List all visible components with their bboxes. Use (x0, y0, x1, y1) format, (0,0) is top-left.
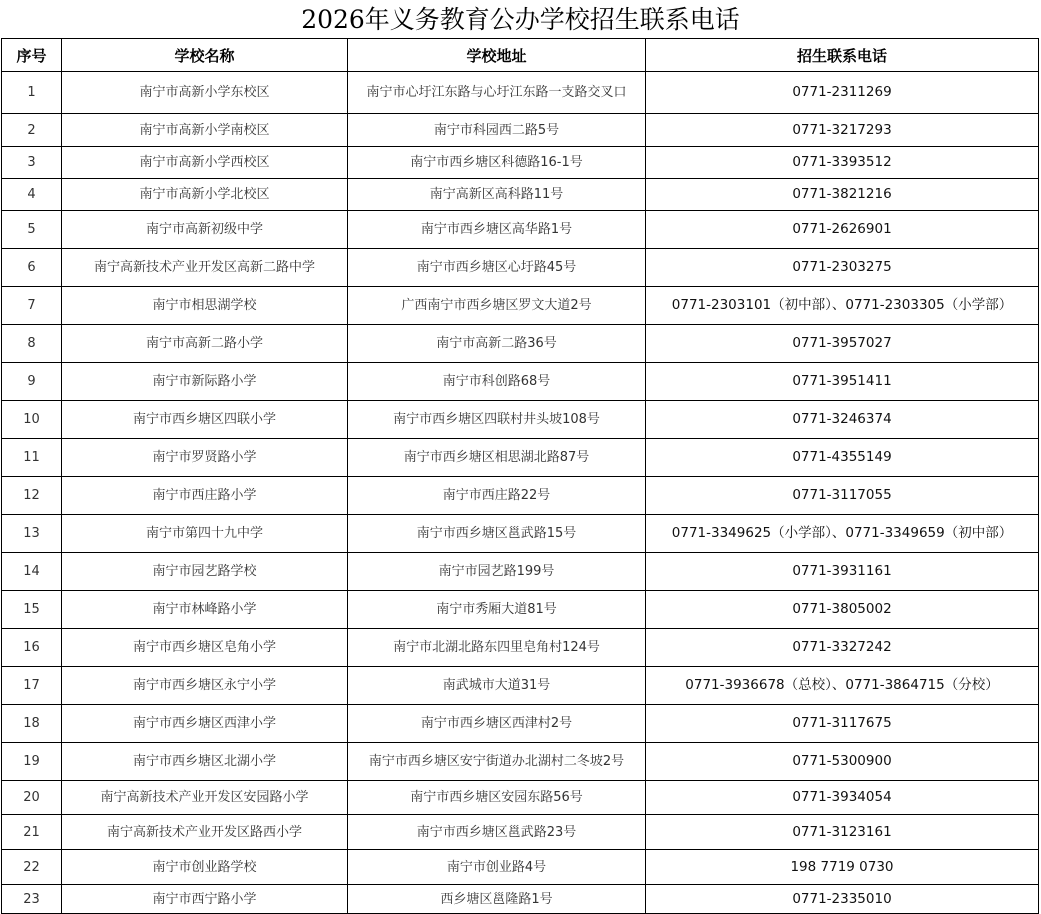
table-row (2, 885, 1039, 914)
table-header-row (2, 39, 1039, 72)
table-row (2, 287, 1039, 325)
cell-school-name: 南宁市西乡塘区皂角小学 (62, 629, 348, 667)
contact-table (1, 38, 1039, 914)
cell-school-name: 南宁市第四十九中学 (62, 515, 348, 553)
cell-no: 10 (2, 401, 62, 439)
table-row (2, 211, 1039, 249)
table-row (2, 477, 1039, 515)
cell-school-address: 南武城市大道31号 (348, 667, 646, 705)
cell-phone: 0771-3117675 (646, 705, 1039, 743)
cell-phone: 0771-5300900 (646, 743, 1039, 781)
cell-no: 5 (2, 211, 62, 249)
cell-school-name: 南宁市相思湖学校 (62, 287, 348, 325)
cell-school-address: 南宁市西乡塘区安宁街道办北湖村二冬坡2号 (348, 743, 646, 781)
cell-phone: 0771-3117055 (646, 477, 1039, 515)
cell-school-name: 南宁市西宁路小学 (62, 885, 348, 914)
cell-school-address: 南宁市秀厢大道81号 (348, 591, 646, 629)
page-title: 2026年义务教育公办学校招生联系电话 (301, 5, 740, 34)
cell-school-address: 南宁市北湖北路东四里皂角村124号 (348, 629, 646, 667)
cell-school-address: 南宁市西乡塘区安园东路56号 (348, 781, 646, 815)
cell-no: 9 (2, 363, 62, 401)
cell-school-address: 南宁市创业路4号 (348, 850, 646, 885)
cell-no: 18 (2, 705, 62, 743)
cell-phone: 0771-3393512 (646, 147, 1039, 179)
cell-school-name: 南宁市园艺路学校 (62, 553, 348, 591)
cell-phone: 0771-3327242 (646, 629, 1039, 667)
cell-phone: 0771-4355149 (646, 439, 1039, 477)
cell-phone: 0771-3821216 (646, 179, 1039, 211)
cell-school-address: 南宁市西乡塘区心圩路45号 (348, 249, 646, 287)
table-row (2, 815, 1039, 850)
cell-no: 14 (2, 553, 62, 591)
cell-no: 19 (2, 743, 62, 781)
cell-school-address: 南宁市西庄路22号 (348, 477, 646, 515)
table-row (2, 743, 1039, 781)
cell-phone: 0771-3957027 (646, 325, 1039, 363)
cell-no: 4 (2, 179, 62, 211)
cell-school-name: 南宁高新技术产业开发区路西小学 (62, 815, 348, 850)
cell-no: 17 (2, 667, 62, 705)
cell-phone: 0771-2303101（初中部）、0771-2303305（小学部） (646, 287, 1039, 325)
cell-school-address: 广西南宁市西乡塘区罗文大道2号 (348, 287, 646, 325)
cell-no: 15 (2, 591, 62, 629)
cell-school-name: 南宁市西乡塘区北湖小学 (62, 743, 348, 781)
cell-school-name: 南宁市西庄路小学 (62, 477, 348, 515)
cell-no: 12 (2, 477, 62, 515)
cell-no: 7 (2, 287, 62, 325)
cell-phone: 0771-3951411 (646, 363, 1039, 401)
cell-school-address: 南宁市心圩江东路与心圩江东路一支路交叉口 (348, 72, 646, 114)
cell-school-name: 南宁市创业路学校 (62, 850, 348, 885)
table-row (2, 249, 1039, 287)
cell-school-name: 南宁市高新初级中学 (62, 211, 348, 249)
cell-school-name: 南宁市高新小学西校区 (62, 147, 348, 179)
cell-no: 1 (2, 72, 62, 114)
cell-school-address: 南宁市西乡塘区邕武路23号 (348, 815, 646, 850)
table-row (2, 591, 1039, 629)
table-row (2, 781, 1039, 815)
cell-school-address: 南宁市西乡塘区相思湖北路87号 (348, 439, 646, 477)
cell-school-address: 南宁市西乡塘区四联村井头坡108号 (348, 401, 646, 439)
table-row (2, 114, 1039, 147)
cell-school-name: 南宁市罗贤路小学 (62, 439, 348, 477)
cell-phone: 0771-3349625（小学部）、0771-3349659（初中部） (646, 515, 1039, 553)
table-row (2, 179, 1039, 211)
cell-school-address: 南宁市科园西二路5号 (348, 114, 646, 147)
cell-school-name: 南宁高新技术产业开发区高新二路中学 (62, 249, 348, 287)
cell-phone: 0771-3217293 (646, 114, 1039, 147)
cell-no: 16 (2, 629, 62, 667)
cell-school-name: 南宁市高新小学东校区 (62, 72, 348, 114)
cell-no: 13 (2, 515, 62, 553)
header-school-address: 学校地址 (348, 39, 646, 72)
cell-school-address: 南宁市西乡塘区高华路1号 (348, 211, 646, 249)
cell-no: 2 (2, 114, 62, 147)
cell-school-address: 南宁市西乡塘区科德路16-1号 (348, 147, 646, 179)
cell-phone: 0771-3936678（总校）、0771-3864715（分校） (646, 667, 1039, 705)
cell-school-name: 南宁市高新二路小学 (62, 325, 348, 363)
cell-school-name: 南宁市林峰路小学 (62, 591, 348, 629)
table-row (2, 629, 1039, 667)
table-row (2, 401, 1039, 439)
table-row (2, 850, 1039, 885)
cell-phone: 0771-2335010 (646, 885, 1039, 914)
cell-phone: 0771-2311269 (646, 72, 1039, 114)
cell-school-address: 南宁市高新二路36号 (348, 325, 646, 363)
cell-school-name: 南宁市西乡塘区四联小学 (62, 401, 348, 439)
cell-phone: 0771-2303275 (646, 249, 1039, 287)
cell-no: 11 (2, 439, 62, 477)
cell-school-name: 南宁市西乡塘区西津小学 (62, 705, 348, 743)
cell-school-name: 南宁市西乡塘区永宁小学 (62, 667, 348, 705)
cell-phone: 0771-2626901 (646, 211, 1039, 249)
cell-no: 6 (2, 249, 62, 287)
table-row (2, 439, 1039, 477)
cell-school-address: 南宁市西乡塘区邕武路15号 (348, 515, 646, 553)
cell-phone: 198 7719 0730 (646, 850, 1039, 885)
cell-school-name: 南宁市新际路小学 (62, 363, 348, 401)
header-school-name: 学校名称 (62, 39, 348, 72)
cell-school-name: 南宁高新技术产业开发区安园路小学 (62, 781, 348, 815)
cell-school-address: 南宁市科创路68号 (348, 363, 646, 401)
cell-school-address: 南宁市西乡塘区西津村2号 (348, 705, 646, 743)
table-row (2, 363, 1039, 401)
table-row (2, 72, 1039, 114)
cell-no: 21 (2, 815, 62, 850)
table-row (2, 667, 1039, 705)
table-body (2, 72, 1039, 914)
cell-no: 20 (2, 781, 62, 815)
cell-phone: 0771-3805002 (646, 591, 1039, 629)
cell-phone: 0771-3246374 (646, 401, 1039, 439)
cell-phone: 0771-3123161 (646, 815, 1039, 850)
cell-school-address: 西乡塘区邕隆路1号 (348, 885, 646, 914)
table-row (2, 553, 1039, 591)
cell-phone: 0771-3934054 (646, 781, 1039, 815)
cell-school-name: 南宁市高新小学南校区 (62, 114, 348, 147)
header-no: 序号 (2, 39, 62, 72)
cell-phone: 0771-3931161 (646, 553, 1039, 591)
table-row (2, 705, 1039, 743)
table-row (2, 515, 1039, 553)
cell-school-address: 南宁市园艺路199号 (348, 553, 646, 591)
cell-no: 3 (2, 147, 62, 179)
cell-no: 8 (2, 325, 62, 363)
cell-no: 23 (2, 885, 62, 914)
cell-school-name: 南宁市高新小学北校区 (62, 179, 348, 211)
cell-school-address: 南宁高新区高科路11号 (348, 179, 646, 211)
header-phone: 招生联系电话 (646, 39, 1039, 72)
table-row (2, 325, 1039, 363)
cell-no: 22 (2, 850, 62, 885)
table-row (2, 147, 1039, 179)
